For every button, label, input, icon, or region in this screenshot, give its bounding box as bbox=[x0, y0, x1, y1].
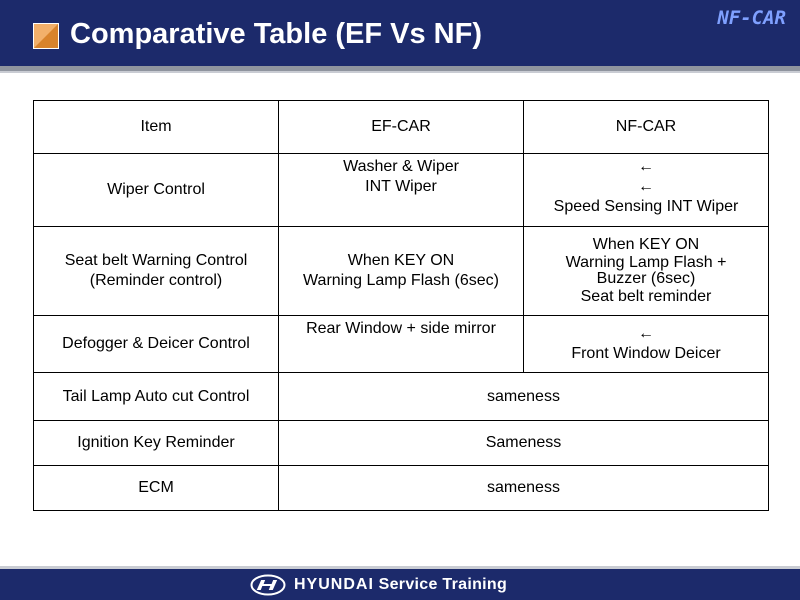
merged-value-cell: sameness bbox=[279, 373, 769, 421]
item-cell bbox=[34, 227, 279, 316]
nf-cell bbox=[524, 154, 769, 227]
table-row-wiper bbox=[34, 154, 769, 227]
cell-text: Front Window Deicer bbox=[571, 345, 721, 362]
cell-text: Seat belt Warning Control bbox=[64, 252, 248, 269]
cell-text: Buzzer (6sec) bbox=[596, 270, 696, 287]
header-cell-item: Item bbox=[34, 101, 279, 154]
cell-text: Rear Window + side mirror bbox=[306, 320, 496, 337]
cell-text: Washer & Wiper bbox=[343, 158, 459, 175]
header-bar bbox=[0, 0, 800, 67]
table-header-row bbox=[34, 101, 769, 154]
cell-text: When KEY ON bbox=[592, 236, 700, 253]
nf-cell bbox=[524, 316, 769, 373]
cell-text: Warning Lamp Flash + bbox=[565, 254, 727, 271]
item-cell: Wiper Control bbox=[34, 154, 279, 227]
page-title: Comparative Table (EF Vs NF) bbox=[70, 18, 482, 50]
nf-cell bbox=[524, 227, 769, 316]
arrow-left-icon: ← bbox=[638, 158, 654, 175]
cell-text: Warning Lamp Flash (6sec) bbox=[303, 272, 499, 289]
item-cell: Defogger & Deicer Control bbox=[34, 316, 279, 373]
ef-cell bbox=[279, 316, 524, 373]
table-row-ignition bbox=[34, 421, 769, 466]
footer-text bbox=[294, 576, 507, 594]
header-cell-ef: EF-CAR bbox=[279, 101, 524, 154]
ef-cell bbox=[279, 227, 524, 316]
cell-text: When KEY ON bbox=[347, 252, 455, 269]
hyundai-logo-icon bbox=[250, 574, 286, 596]
header-cell-nf: NF-CAR bbox=[524, 101, 769, 154]
cell-text: INT Wiper bbox=[365, 178, 437, 195]
comparison-table bbox=[33, 100, 769, 511]
arrow-left-icon: ← bbox=[638, 178, 654, 195]
item-cell: ECM bbox=[34, 466, 279, 511]
table-row-seatbelt bbox=[34, 227, 769, 316]
table-row-ecm bbox=[34, 466, 769, 511]
footer-bar bbox=[0, 569, 800, 600]
cell-text: (Reminder control) bbox=[89, 272, 223, 289]
arrow-left-icon: ← bbox=[638, 325, 654, 342]
merged-value-cell: sameness bbox=[279, 466, 769, 511]
cell-text: Speed Sensing INT Wiper bbox=[553, 198, 739, 215]
table-row-tail-lamp bbox=[34, 373, 769, 421]
footer-brand: HYUNDAI bbox=[294, 576, 374, 593]
table-row-defogger bbox=[34, 316, 769, 373]
title-bullet-icon bbox=[33, 23, 59, 49]
item-cell: Ignition Key Reminder bbox=[34, 421, 279, 466]
ef-cell bbox=[279, 154, 524, 227]
item-cell: Tail Lamp Auto cut Control bbox=[34, 373, 279, 421]
footer-subtitle: Service Training bbox=[378, 576, 508, 593]
cell-text: Seat belt reminder bbox=[580, 288, 712, 305]
header-divider-light bbox=[0, 71, 800, 73]
footer-branding bbox=[250, 573, 507, 597]
merged-value-cell: Sameness bbox=[279, 421, 769, 466]
brand-tag: NF-CAR bbox=[717, 7, 786, 29]
